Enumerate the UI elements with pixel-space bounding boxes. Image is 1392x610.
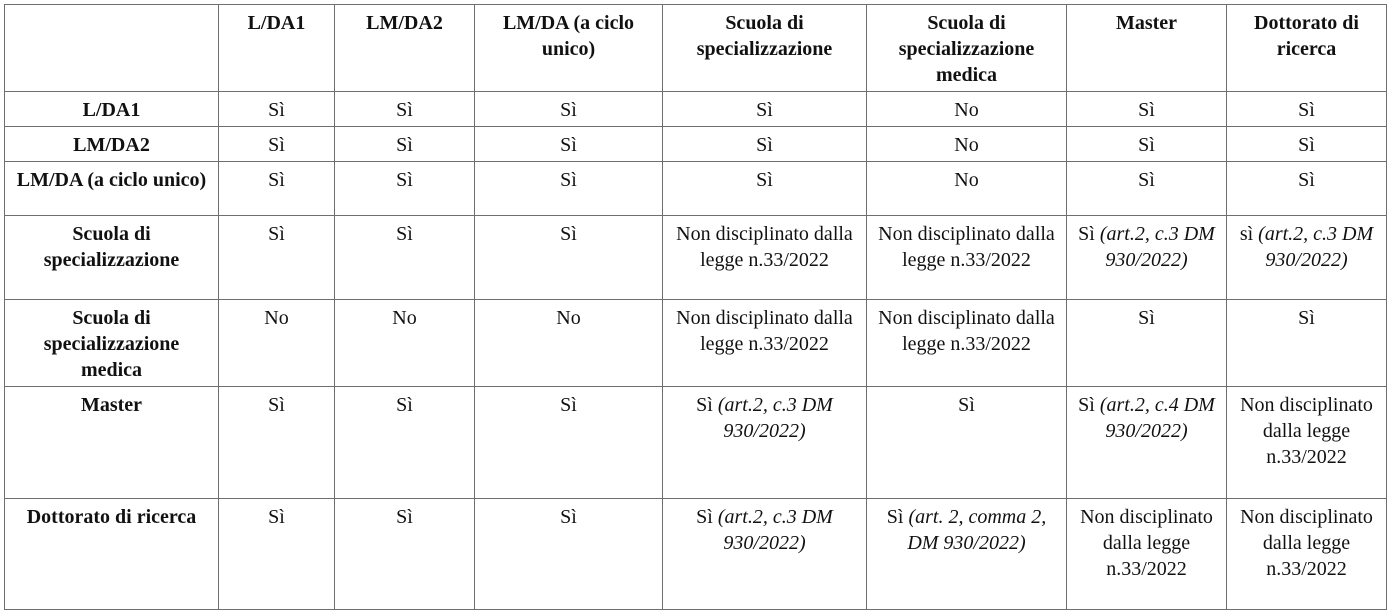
table-cell: [1227, 387, 1387, 499]
cell-note: (art.2, c.3 DM 930/2022): [1099, 223, 1215, 271]
table-cell: [219, 387, 335, 499]
table-cell: [475, 300, 663, 387]
cell-text: Sì: [396, 169, 413, 191]
cell-text: Sì: [1298, 307, 1315, 329]
cell-text: No: [954, 169, 979, 191]
cell-text: Sì: [958, 394, 975, 416]
corner-cell: [5, 5, 219, 92]
cell-note: (art.2, c.3 DM 930/2022): [1258, 223, 1374, 271]
column-header: Scuola di specializzazione medica: [867, 5, 1067, 92]
cell-text: Sì: [1078, 223, 1095, 245]
table-cell: [1067, 499, 1227, 610]
cell-text: Sì: [268, 99, 285, 121]
table-cell: [663, 127, 867, 162]
cell-text: Non disciplinato dalla legge n.33/2022: [676, 223, 853, 271]
cell-text: Sì: [268, 169, 285, 191]
table-cell: [1067, 162, 1227, 216]
cell-text: Sì: [560, 506, 577, 528]
table-cell: [219, 300, 335, 387]
cell-text: Sì: [886, 506, 904, 528]
cell-text: Sì: [396, 506, 413, 528]
cell-text: Sì: [1298, 99, 1315, 121]
table-cell: [1227, 127, 1387, 162]
cell-text: Non disciplinato dalla legge n.33/2022: [878, 223, 1055, 271]
table-cell: [475, 387, 663, 499]
column-header: Scuola di specializzazione: [663, 5, 867, 92]
table-row: [5, 162, 1387, 216]
table-cell: [475, 499, 663, 610]
table-cell: [335, 387, 475, 499]
table-cell: [1067, 92, 1227, 127]
header-row: [5, 5, 1387, 92]
cell-text: Non disciplinato dalla legge n.33/2022: [1240, 506, 1373, 580]
table-cell: [475, 127, 663, 162]
cell-text: Sì: [560, 223, 577, 245]
row-header: Dottorato di ricerca: [5, 499, 219, 610]
cell-text: Sì: [560, 169, 577, 191]
table-cell: [335, 216, 475, 300]
cell-text: Sì: [396, 223, 413, 245]
table-cell: [663, 499, 867, 610]
cell-text: Non disciplinato dalla legge n.33/2022: [676, 307, 853, 355]
table-cell: [663, 300, 867, 387]
table-cell: [663, 92, 867, 127]
table-cell: [867, 127, 1067, 162]
row-header: Scuola di specializzazione medica: [5, 300, 219, 387]
cell-text: Sì: [396, 99, 413, 121]
table-cell: [1067, 127, 1227, 162]
cell-text: No: [392, 307, 417, 329]
cell-text: No: [556, 307, 581, 329]
table-cell: [475, 216, 663, 300]
column-header: Master: [1067, 5, 1227, 92]
table-cell: [1067, 216, 1227, 300]
table-cell: [1067, 300, 1227, 387]
table-cell: [219, 216, 335, 300]
cell-text: Sì: [268, 394, 285, 416]
table-cell: [663, 387, 867, 499]
cell-note: (art.2, c.4 DM 930/2022): [1099, 394, 1215, 442]
table-cell: [1227, 162, 1387, 216]
table-cell: [335, 92, 475, 127]
table-cell: [663, 162, 867, 216]
cell-text: No: [954, 99, 979, 121]
cell-text: Sì: [1138, 307, 1155, 329]
row-header: LM/DA (a ciclo unico): [5, 162, 219, 216]
cell-text: Sì: [560, 394, 577, 416]
table-cell: [663, 216, 867, 300]
cell-text: Sì: [268, 506, 285, 528]
cell-text: Sì: [560, 99, 577, 121]
cell-text: Sì: [756, 134, 773, 156]
table-cell: [1227, 300, 1387, 387]
cell-text: Sì: [268, 223, 285, 245]
cell-text: Non disciplinato dalla legge n.33/2022: [1080, 506, 1213, 580]
cell-text: Sì: [1298, 169, 1315, 191]
table-cell: [475, 162, 663, 216]
table-row: [5, 387, 1387, 499]
column-header: Dottorato di ricerca: [1227, 5, 1387, 92]
table-cell: [335, 162, 475, 216]
table-cell: [335, 127, 475, 162]
table-cell: [1067, 387, 1227, 499]
row-header: L/DA1: [5, 92, 219, 127]
compatibility-table: [4, 4, 1387, 610]
cell-text: Sì: [756, 169, 773, 191]
column-header: L/DA1: [219, 5, 335, 92]
cell-text: Sì: [268, 134, 285, 156]
cell-text: Sì: [396, 394, 413, 416]
cell-text: Sì: [396, 134, 413, 156]
table-cell: [867, 92, 1067, 127]
table-row: [5, 216, 1387, 300]
row-header: Scuola di specializzazione: [5, 216, 219, 300]
table-cell: [1227, 216, 1387, 300]
column-header: LM/DA2: [335, 5, 475, 92]
cell-text: Sì: [696, 506, 713, 528]
table-cell: [219, 162, 335, 216]
table-row: [5, 127, 1387, 162]
cell-text: Sì: [1138, 169, 1155, 191]
table-cell: [1227, 499, 1387, 610]
cell-text: Sì: [756, 99, 773, 121]
column-header: LM/DA (a ciclo unico): [475, 5, 663, 92]
table-cell: [475, 92, 663, 127]
cell-text: Sì: [696, 394, 713, 416]
table-cell: [1227, 92, 1387, 127]
cell-text: No: [264, 307, 289, 329]
cell-note: (art.2, c.3 DM 930/2022): [717, 506, 833, 554]
table-cell: [219, 499, 335, 610]
cell-text: sì: [1239, 223, 1254, 245]
row-header: Master: [5, 387, 219, 499]
table-row: [5, 499, 1387, 610]
table-cell: [867, 300, 1067, 387]
row-header: LM/DA2: [5, 127, 219, 162]
table-cell: [335, 300, 475, 387]
cell-text: Non disciplinato dalla legge n.33/2022: [878, 307, 1055, 355]
cell-text: Non disciplinato dalla legge n.33/2022: [1240, 394, 1373, 468]
table-cell: [219, 127, 335, 162]
table-cell: [867, 387, 1067, 499]
cell-text: Sì: [560, 134, 577, 156]
cell-note: (art.2, c.3 DM 930/2022): [717, 394, 833, 442]
table-cell: [219, 92, 335, 127]
table-cell: [867, 216, 1067, 300]
cell-note: (art. 2, comma 2, DM 930/2022): [907, 506, 1047, 554]
cell-text: No: [954, 134, 979, 156]
cell-text: Sì: [1138, 99, 1155, 121]
cell-text: Sì: [1138, 134, 1155, 156]
table-row: [5, 300, 1387, 387]
table-cell: [867, 162, 1067, 216]
table-cell: [335, 499, 475, 610]
table-row: [5, 92, 1387, 127]
table-cell: [867, 499, 1067, 610]
cell-text: Sì: [1078, 394, 1095, 416]
cell-text: Sì: [1298, 134, 1315, 156]
